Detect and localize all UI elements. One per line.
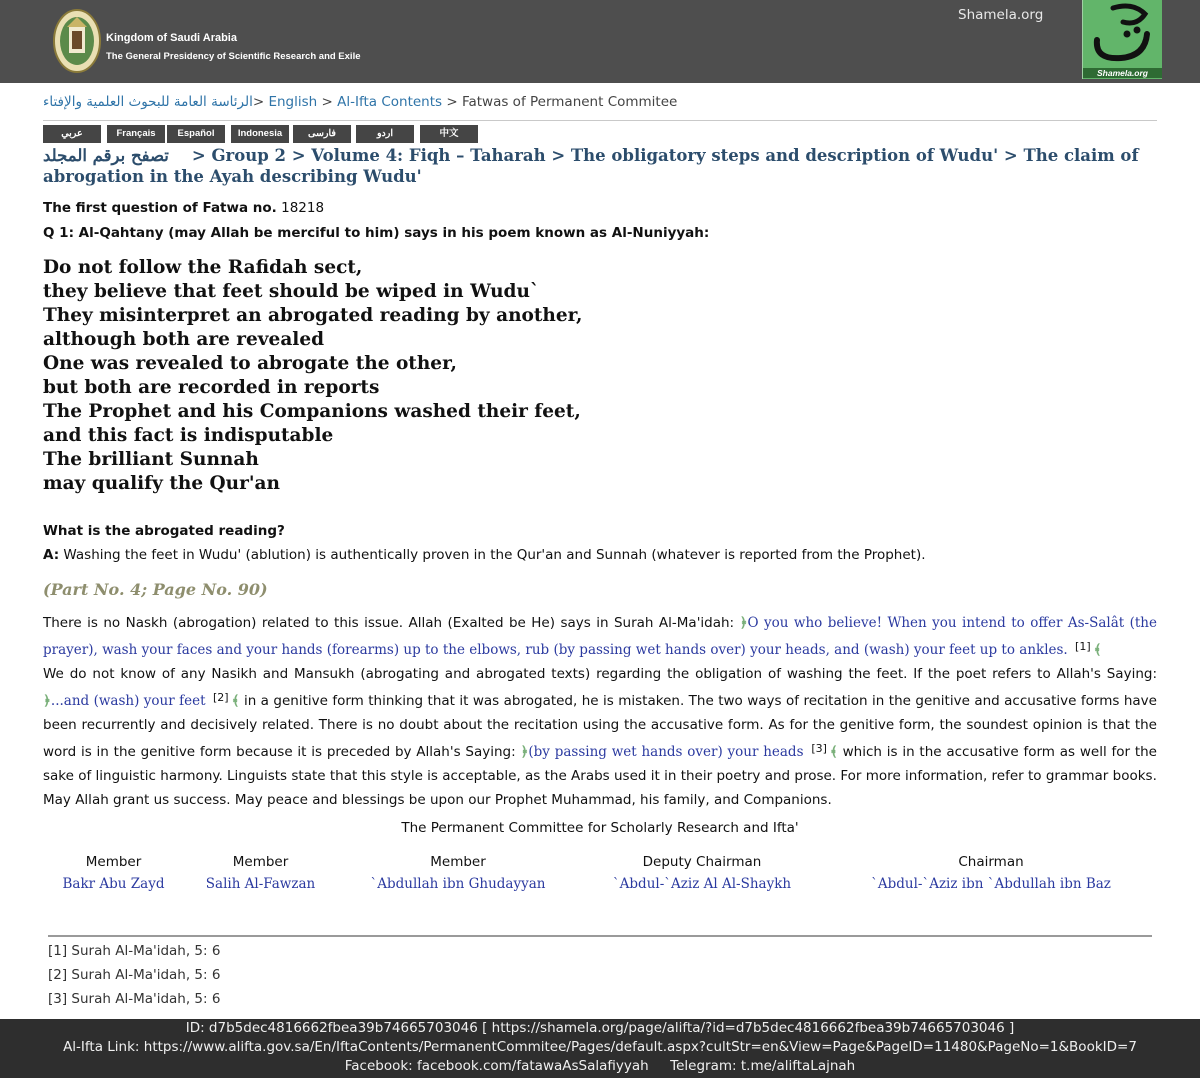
breadcrumb-sep: > bbox=[321, 94, 333, 110]
body-text: in a genitive form thinking that it was abrogated, he is mistaken. The two ways of recitation in the genitive and accusative forms have been recurrently and decisively related. There is no doubt about the recitation using the accusative form. As for the genitive form, the soundest opinion is that the word is in the genitive form because it is preceded by Allah's Saying: bbox=[43, 693, 1157, 760]
answer bbox=[43, 547, 926, 563]
signatory bbox=[50, 854, 177, 892]
ayah-quote: (by passing wet hands over) your heads bbox=[528, 744, 804, 760]
poem-line: The Prophet and his Companions washed their feet, bbox=[43, 401, 581, 422]
signatory bbox=[856, 854, 1126, 892]
breadcrumb-contents[interactable]: Al-Ifta Contents bbox=[337, 94, 443, 110]
breadcrumb-sep: > bbox=[252, 94, 265, 110]
part-page-reference: (Part No. 4; Page No. 90) bbox=[43, 580, 268, 599]
breadcrumb bbox=[43, 94, 677, 110]
lang-button-indonesian[interactable]: Indonesia bbox=[231, 125, 289, 143]
volume-trail bbox=[43, 145, 1157, 187]
fatwa-body bbox=[43, 611, 1157, 812]
ayah-open-bracket: ﴿ bbox=[739, 615, 748, 631]
committee-title: The Permanent Committee for Scholarly Research and Ifta' bbox=[401, 820, 799, 836]
poem-line: and this fact is indisputable bbox=[43, 425, 334, 446]
site-header bbox=[0, 0, 1200, 83]
answer-label: A: bbox=[43, 547, 60, 563]
lang-button-persian[interactable]: فارسی bbox=[293, 125, 351, 143]
breadcrumb-sep: > bbox=[446, 94, 458, 110]
poem-line: One was revealed to abrogate the other, bbox=[43, 353, 457, 374]
signatory-role: Member bbox=[430, 854, 486, 870]
question-intro: Q 1: Al-Qahtany (may Allah be merciful to him) says in his poem known as Al-Nuniyyah: bbox=[43, 225, 710, 241]
fatwa-heading bbox=[43, 200, 324, 216]
signatory-role: Deputy Chairman bbox=[642, 854, 762, 870]
signatory-name[interactable]: `Abdullah ibn Ghudayyan bbox=[370, 876, 546, 892]
breadcrumb-english[interactable]: English bbox=[268, 94, 318, 110]
shamela-logo[interactable] bbox=[1082, 0, 1162, 79]
signatory-name[interactable]: `Abdul-`Aziz Al Al-Shaykh bbox=[612, 876, 792, 892]
signatory bbox=[597, 854, 807, 892]
footnote-2: [2] Surah Al-Ma'idah, 5: 6 bbox=[48, 967, 221, 983]
ayah-quote: ...and (wash) your feet bbox=[50, 693, 206, 709]
poem-line: Do not follow the Rafidah sect, bbox=[43, 257, 363, 278]
browse-by-volume-link[interactable]: تصفح برقم المجلد bbox=[43, 146, 169, 165]
poem-line: they believe that feet should be wiped in Wudu` bbox=[43, 281, 540, 302]
footnote-ref-2[interactable]: [2] bbox=[212, 691, 229, 704]
ayah-close-bracket: ﴾ bbox=[1093, 642, 1102, 658]
ayah-quote: O you who believe! When you intend to offer As-Salât (the prayer), wash your faces and your hands (forearms) up to the elbows, rub (by passing wet hands over) your heads, and (wash) your feet up to ankles. bbox=[43, 615, 1157, 658]
signatory-role: Chairman bbox=[958, 854, 1024, 870]
poem-line: may qualify the Qur'an bbox=[43, 473, 280, 494]
footnote-3: [3] Surah Al-Ma'idah, 5: 6 bbox=[48, 991, 221, 1007]
ayah-close-bracket: ﴾ bbox=[829, 744, 838, 760]
org-subtitle: The General Presidency of Scientific Research and Exile bbox=[106, 51, 361, 62]
body-text: which is in the accusative form as well for the sake of linguistic harmony. Linguists state that this style is acceptable, as the Arabs used it in their poetry and prose. For more information, refer to grammar books. bbox=[43, 744, 1157, 784]
poem-line: They misinterpret an abrogated reading by another, bbox=[43, 305, 583, 326]
poem-line: but both are recorded in reports bbox=[43, 377, 380, 398]
question-text: What is the abrogated reading? bbox=[43, 523, 285, 539]
body-text: There is no Naskh (abrogation) related to this issue. Allah (Exalted be He) says in Surah Al-Ma'idah: bbox=[43, 615, 735, 631]
presidency-logo[interactable] bbox=[52, 5, 102, 73]
trail-path[interactable]: > Group 2 > Volume 4: Fiqh – Taharah > The obligatory steps and description of Wudu' > The claim of abrogation in the Ayah describing Wudu' bbox=[43, 146, 1139, 186]
poem-line: although both are revealed bbox=[43, 329, 325, 350]
lang-button-arabic[interactable]: عربي bbox=[43, 125, 101, 143]
lang-button-french[interactable]: Français bbox=[107, 125, 165, 143]
signatory-role: Member bbox=[85, 854, 142, 870]
signatory bbox=[358, 854, 558, 892]
lang-button-urdu[interactable]: اردو bbox=[356, 125, 414, 143]
body-paragraph bbox=[43, 662, 1157, 788]
shamela-logo-label: Shamela.org bbox=[1083, 68, 1162, 78]
poem bbox=[43, 256, 582, 496]
signatory-role: Member bbox=[232, 854, 289, 870]
breadcrumb-current: Fatwas of Permanent Commitee bbox=[461, 94, 678, 110]
site-name[interactable]: Shamela.org bbox=[958, 7, 1044, 23]
footer-link-line[interactable]: Al-Ifta Link: https://www.alifta.gov.sa/En/IftaContents/PermanentCommitee/Pages/default.aspx?cultStr=en&View=Page&PageID=11480&PageNo=1&BookID=7 bbox=[63, 1039, 1137, 1055]
ayah-open-bracket: ﴿ bbox=[43, 693, 51, 709]
answer-text: Washing the feet in Wudu' (ablution) is authentically proven in the Qur'an and Sunnah (whatever is reported from the Prophet). bbox=[63, 547, 926, 563]
footnote-1: [1] Surah Al-Ma'idah, 5: 6 bbox=[48, 943, 221, 959]
footer-id-line[interactable]: ID: d7b5dec4816662fbea39b74665703046 [ https://shamela.org/page/alifta/?id=d7b5dec4816662fbea39b74665703046 ] bbox=[185, 1020, 1015, 1036]
org-title: Kingdom of Saudi Arabia bbox=[106, 32, 237, 44]
closing-text: May Allah grant us success. May peace and blessings be upon our Prophet Muhammad, his family, and Companions. bbox=[43, 792, 832, 808]
body-text: We do not know of any Nasikh and Mansukh (abrogating and abrogated texts) regarding the obligation of washing the feet. If the poet refers to Allah's Saying: bbox=[43, 666, 1157, 682]
lang-button-chinese[interactable]: 中文 bbox=[420, 125, 478, 143]
fatwa-heading-label: The first question of Fatwa no. bbox=[43, 200, 277, 216]
poem-line: The brilliant Sunnah bbox=[43, 449, 259, 470]
footer-social-line[interactable]: Facebook: facebook.com/fatawaAsSalafiyyah Telegram: t.me/aliftaLajnah bbox=[344, 1058, 856, 1074]
signatory-name[interactable]: Salih Al-Fawzan bbox=[205, 876, 316, 892]
ayah-close-bracket: ﴾ bbox=[231, 693, 240, 709]
page-footer bbox=[0, 1019, 1200, 1078]
signatory-name[interactable]: `Abdul-`Aziz ibn `Abdullah ibn Baz bbox=[871, 876, 1111, 892]
body-paragraph bbox=[43, 611, 1157, 662]
ayah-open-bracket: ﴿ bbox=[520, 744, 529, 760]
footnote-ref-1[interactable]: [1] bbox=[1075, 640, 1091, 653]
footnote-ref-3[interactable]: [3] bbox=[811, 742, 827, 755]
fatwa-number: 18218 bbox=[281, 200, 325, 216]
breadcrumb-arabic-home[interactable]: الرئاسة العامة للبحوث العلمية والإفتاء bbox=[43, 94, 253, 110]
lang-button-spanish[interactable]: Español bbox=[167, 125, 225, 143]
signatory-name[interactable]: Bakr Abu Zayd bbox=[62, 876, 165, 892]
footnotes-divider bbox=[48, 935, 1152, 937]
divider bbox=[43, 120, 1157, 121]
signatory bbox=[192, 854, 329, 892]
